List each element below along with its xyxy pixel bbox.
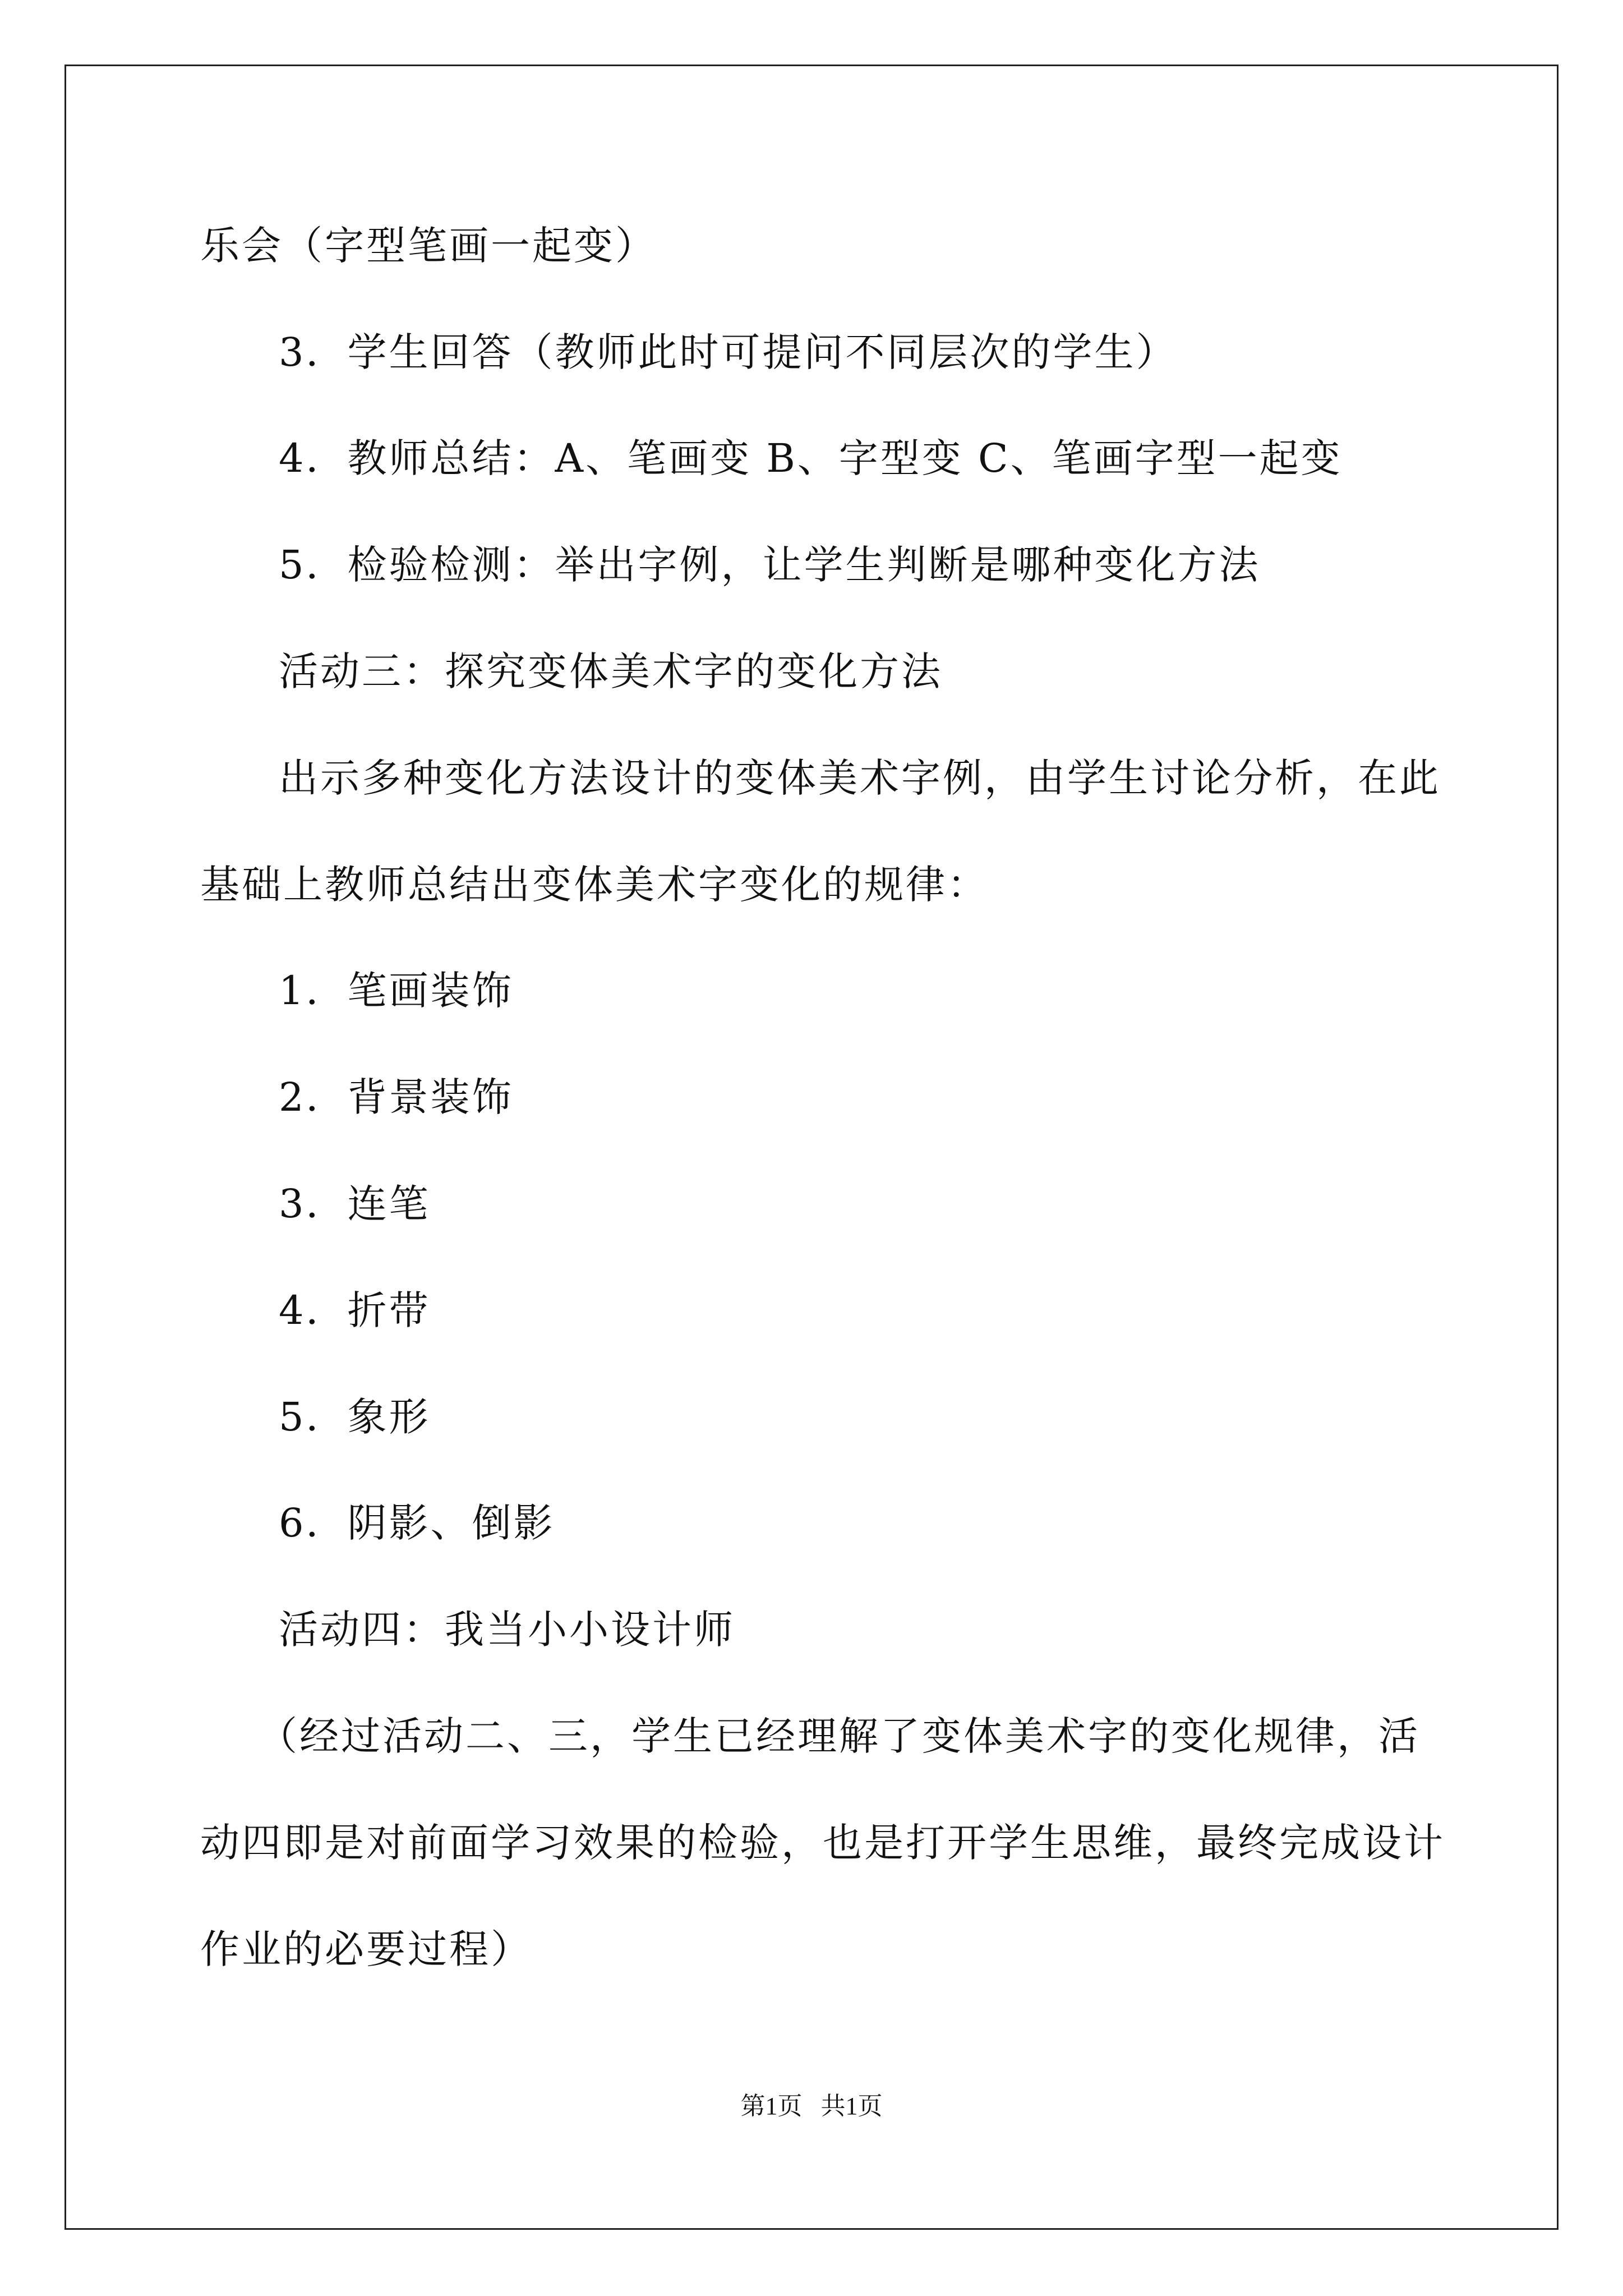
list-item: 3．连笔 bbox=[279, 1181, 431, 1227]
text-line: 5．检验检测：举出字例，让学生判断是哪种变化方法 bbox=[279, 542, 1261, 588]
page-border bbox=[64, 65, 1559, 2230]
list-item: 2．背景装饰 bbox=[279, 1074, 514, 1120]
list-item: 4．折带 bbox=[279, 1287, 431, 1333]
list-item: 1．笔画装饰 bbox=[279, 968, 514, 1014]
text-line: 基础上教师总结出变体美术字变化的规律： bbox=[200, 862, 989, 908]
text-line: （经过活动二、三，学生已经理解了变体美术字的变化规律，活 bbox=[258, 1713, 1420, 1759]
section-heading: 活动四：我当小小设计师 bbox=[279, 1607, 735, 1653]
section-heading: 活动三：探究变体美术字的变化方法 bbox=[279, 648, 943, 694]
list-item: 5．象形 bbox=[279, 1394, 431, 1440]
text-line: 乐会（字型笔画一起变） bbox=[200, 223, 657, 269]
text-line: 4．教师总结：A、笔画变 B、字型变 C、笔画字型一起变 bbox=[279, 435, 1343, 481]
text-line: 动四即是对前面学习效果的检验，也是打开学生思维，最终完成设计 bbox=[200, 1820, 1445, 1866]
text-line: 作业的必要过程） bbox=[200, 1926, 532, 1972]
list-item: 6．阴影、倒影 bbox=[279, 1500, 555, 1546]
text-line: 3．学生回答（教师此时可提问不同层次的学生） bbox=[279, 329, 1178, 375]
text-line: 出示多种变化方法设计的变体美术字例，由学生讨论分析，在此 bbox=[279, 755, 1441, 801]
page-footer: 第1页 共1页 bbox=[740, 2092, 883, 2120]
